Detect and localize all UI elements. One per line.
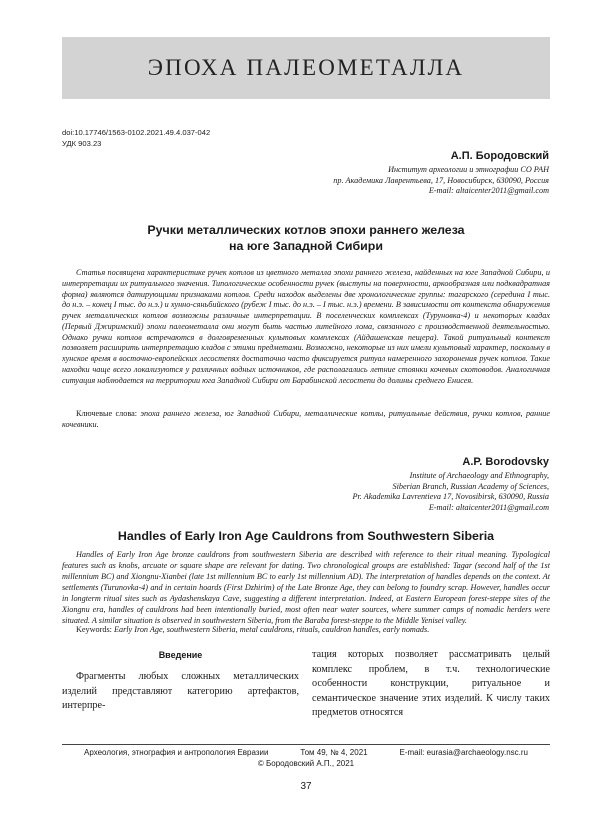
footer-journal-line — [62, 747, 550, 758]
abstract-en — [62, 549, 550, 626]
page-number: 37 — [300, 781, 312, 792]
section-heading-introduction: Введение — [158, 650, 203, 660]
article-title-ru — [62, 222, 550, 254]
keywords-en-text: Early Iron Age, southwestern Siberia, metal cauldrons, rituals, cauldron handles, early nomads. — [113, 625, 430, 634]
keywords-en — [62, 624, 550, 635]
doi: doi:10.17746/1563-0102.2021.49.4.037-042 — [62, 128, 211, 137]
affiliation-ru: Институт археологии и этнографии СО РАН — [388, 165, 549, 174]
article-meta — [62, 128, 210, 149]
body-paragraph-right: тация которых позволяет рассматривать целый комплекс проблем, в т.ч. технологические особенности конструкции, ритуальное и семантическое значение этих изделий. К числу таких предметов относятся — [312, 649, 550, 719]
footer-divider — [62, 744, 550, 745]
body-column-left — [62, 648, 299, 714]
address-ru: пр. Академика Лаврентьева, 17, Новосибирск, 630090, Россия — [333, 175, 549, 185]
author-block-en — [353, 456, 549, 513]
footer-copyright: © Бородовский А.П., 2021 — [257, 759, 355, 768]
abstract-ru — [62, 268, 550, 386]
section-banner — [62, 37, 550, 99]
keywords-ru-text: эпоха раннего железа, юг Западной Сибири, металлические котлы, ритуальные действия, ручки котлов, ранние кочевники. — [62, 409, 550, 429]
abstract-ru-text: Статья посвящена характеристике ручек котлов из цветного металла эпохи раннего железа, найденных на юге Западной Сибири, и интерпретации их ритуального значения. Типологические особенности ручек (выступы на поверхности, аркообразная или подквадратная форма) являются датирующими признаками котлов. Среди находок выделены две хронологические группы: тагарского (середина I тыс. до н.э. – конец I тыс. до н.э.) и хунно-сяньбийского (рубеж I тыс. до н.э. – I тыс. н.э.) времени. В зависимости от контекста обнаружения ручек металлических котлов возможны различные интерпретации. В поселенческих комплексах (Туруновка-4) и некоторых кладах (Первый Джиримский) эпохи палеометалла они могут быть частью литейного лома, связанного с производственной деятельностью. Однако ручки котлов встречаются в долговременных культовых комплексах (Айдашенская пещера). Такой ритуальный контекст позволяет расширить интерпретацию кладов с этими предметами. Возможно, некоторые из них имели культовый характер, поскольку в хунское время в восточно-европейских лесостепях достаточно часто фиксируется ритуал намеренного захоронения ручек котлов. Такие находки чаще всего локализуются у различных водных источников, где располагались летние стоянки кочевых скотоводов. Аналогичная ситуация наблюдается на территории юга Западной Сибири от Барабинской лесостепи до долины среднего Енисея. — [62, 268, 550, 385]
udk: УДК 903.23 — [62, 138, 102, 148]
title-ru-line1: Ручки металлических котлов эпохи раннего железа — [147, 223, 465, 237]
email-en: E-mail: altaicenter2011@gmail.com — [428, 502, 549, 512]
institute-en: Institute of Archaeology and Ethnography, — [409, 471, 549, 480]
section-banner-title: ЭПОХА ПАЛЕОМЕТАЛЛА — [147, 55, 465, 80]
footer-volume: Том 49, № 4, 2021 — [300, 748, 368, 757]
author-name-en: A.P. Borodovsky — [462, 456, 549, 468]
author-name-ru: А.П. Бородовский — [450, 150, 549, 162]
footer-email: E-mail: eurasia@archaeology.nsc.ru — [399, 748, 528, 757]
branch-en: Siberian Branch, Russian Academy of Sciences, — [392, 481, 549, 491]
article-title-en: Handles of Early Iron Age Cauldrons from Southwestern Siberia — [117, 529, 495, 543]
footer-journal-name: Археология, этнография и антропология Евразии — [84, 748, 269, 757]
body-column-right — [312, 648, 550, 721]
author-block-ru — [333, 150, 549, 197]
email-ru: E-mail: altaicenter2011@gmail.com — [428, 186, 549, 196]
address-en: Pr. Akademika Lavrentieva 17, Novosibirsk, 630090, Russia — [352, 492, 549, 502]
keywords-ru-label: Ключевые слова: — [76, 409, 137, 418]
body-paragraph-left: Фрагменты любых сложных металлических изделий представляют категорию артефактов, интерпре- — [62, 671, 299, 712]
keywords-ru — [62, 408, 550, 430]
abstract-en-text: Handles of Early Iron Age bronze cauldrons from southwestern Siberia are described with reference to their ritual meaning. Typological features such as knobs, arcuate or square shape are relevant for dating. Two chronological groups are established: Tagar (second half of the 1st millennium BC) and Xiongnu-Xianbei (late 1st millennium BC to early 1st millennium AD). The interpretation of handles depends on the context. At settlements (Turunovka-4) and in certain hoards (First Dzhirim) of the Late Bronze Age, they can belong to foundry scrap. However, handles occur in longterm ritual sites such as Aydashenskaya Cave, suggesting a different interpretation. Indeed, at Eastern European forest-steppe sites of the Xiongnu era, handles of cauldrons had been intentionally buried, most often near water sources, where summer camps of nomadic herders were situated. A similar situation is observed in southwestern Siberia, from the Baraba forest-steppe to the Middle Yenisei valley. — [62, 550, 550, 625]
keywords-en-label: Keywords: — [76, 625, 112, 634]
title-ru-line2: на юге Западной Сибири — [229, 239, 383, 253]
